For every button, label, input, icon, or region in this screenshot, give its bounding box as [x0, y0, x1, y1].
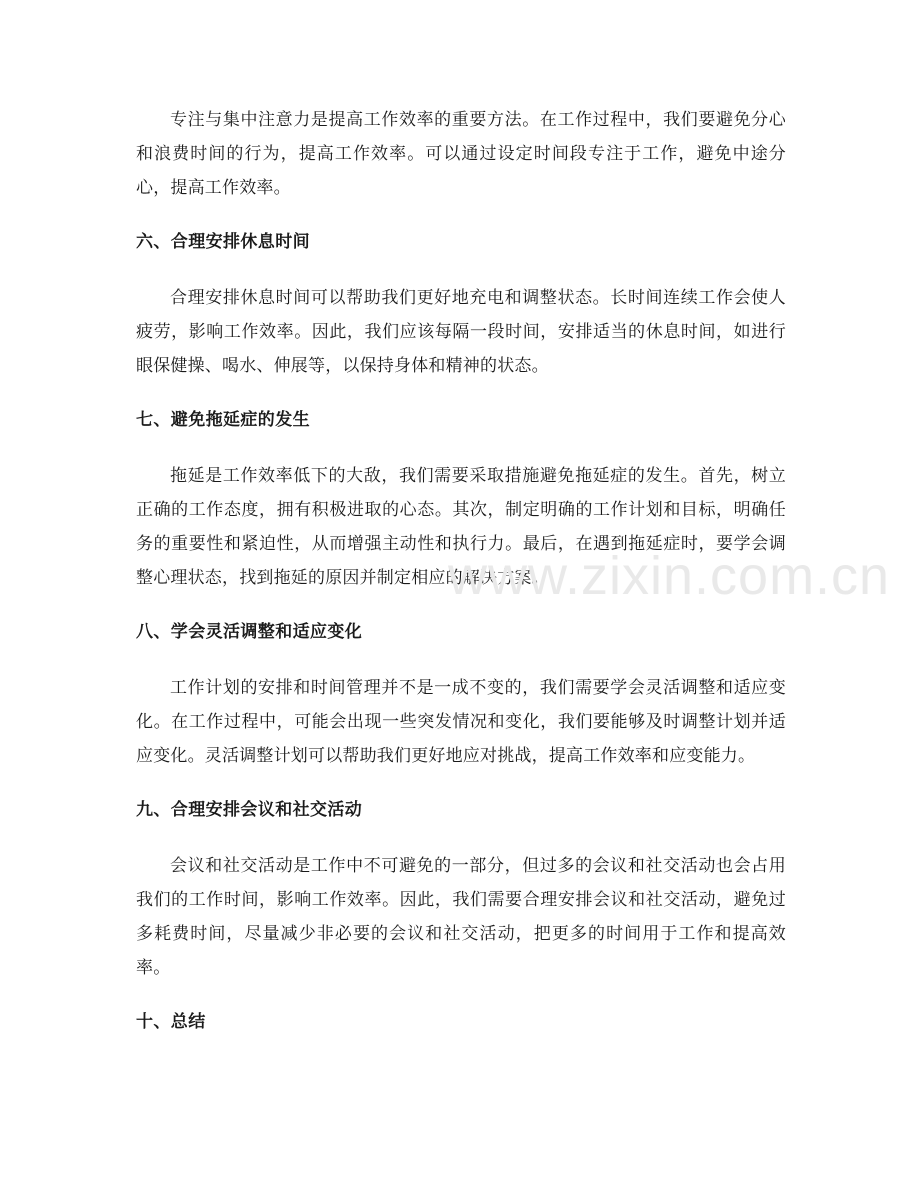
paragraph-focus: 专注与集中注意力是提高工作效率的重要方法。在工作过程中，我们要避免分心和浪费时间的行为，提高工作效率。可以通过设定时间段专注于工作，避免中途分心，提高工作效率。	[136, 110, 786, 198]
watermark: www.zixin.com.cn	[448, 546, 891, 606]
paragraph-procrastination: 拖延是工作效率低下的大敌，我们需要采取措施避免拖延症的发生。首先，树立正确的工作态度，拥有积极进取的心态。其次，制定明确的工作计划和目标，明确任务的重要性和紧迫性，从而增强主动性和执行力。最后，在遇到拖延症时，要学会调整心理状态，找到拖延的原因并制定相应的解决方案。	[136, 466, 786, 588]
paragraph-meetings: 会议和社交活动是工作中不可避免的一部分，但过多的会议和社交活动也会占用我们的工作时间，影响工作效率。因此，我们需要合理安排会议和社交活动，避免过多耗费时间，尽量减少非必要的会议和社交活动，把更多的时间用于工作和提高效率。	[136, 856, 786, 978]
paragraph-flexibility: 工作计划的安排和时间管理并不是一成不变的，我们需要学会灵活调整和适应变化。在工作过程中，可能会出现一些突发情况和变化，我们要能够及时调整计划并适应变化。灵活调整计划可以帮助我们更好地应对挑战，提高工作效率和应变能力。	[136, 678, 786, 766]
paragraph-rest-time: 合理安排休息时间可以帮助我们更好地充电和调整状态。长时间连续工作会使人疲劳，影响工作效率。因此，我们应该每隔一段时间，安排适当的休息时间，如进行眼保健操、喝水、伸展等，以保持身体和精神的状态。	[136, 288, 786, 376]
heading-flexibility: 八、学会灵活调整和适应变化	[136, 622, 363, 642]
heading-meetings: 九、合理安排会议和社交活动	[136, 800, 363, 820]
heading-procrastination: 七、避免拖延症的发生	[136, 410, 310, 430]
heading-rest-time: 六、合理安排休息时间	[136, 232, 310, 252]
heading-summary: 十、总结	[136, 1012, 206, 1032]
